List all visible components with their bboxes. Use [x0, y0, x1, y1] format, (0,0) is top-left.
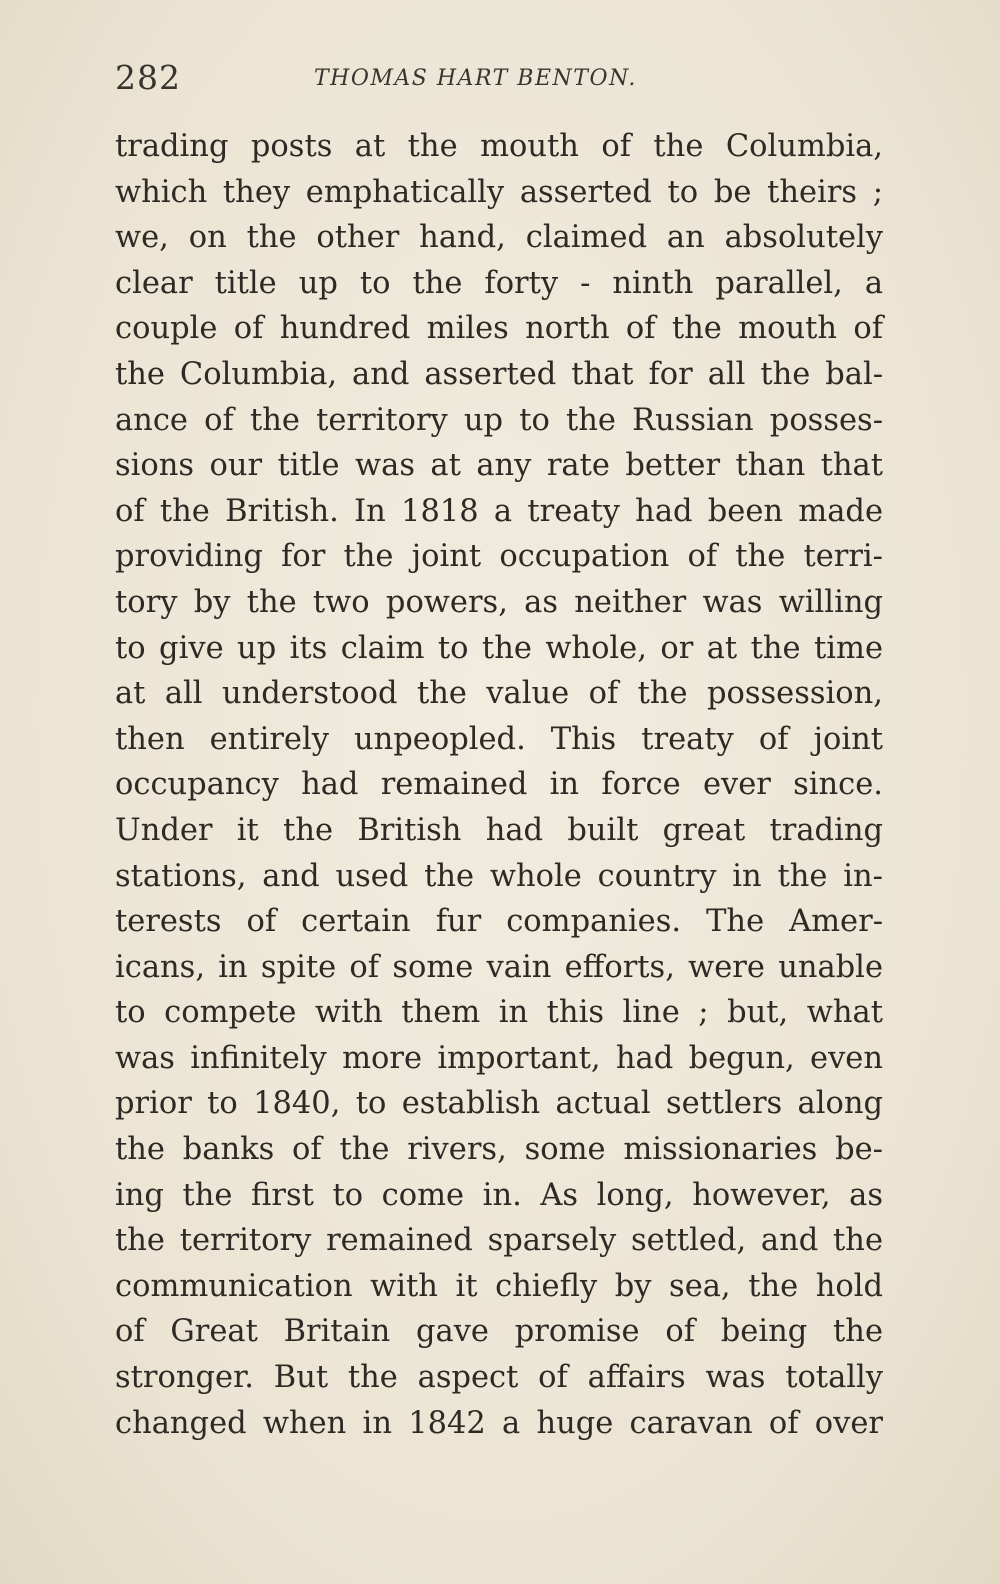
- text-line: communication with it chiefly by sea, the hold: [115, 1268, 883, 1304]
- text-line: of the British. In 1818 a treaty had been made: [115, 493, 883, 529]
- text-line: providing for the joint occupation of the terri-: [115, 539, 883, 575]
- text-line: terests of certain fur companies. The Amer-: [115, 904, 883, 940]
- text-line: ing the first to come in. As long, however, as: [115, 1177, 883, 1213]
- text-line: of Great Britain gave promise of being the: [115, 1314, 883, 1350]
- body-text: [115, 124, 883, 1446]
- text-line: sions our title was at any rate better than that: [115, 448, 883, 484]
- running-title: THOMAS HART BENTON.: [314, 66, 637, 91]
- text-line: ance of the territory up to the Russian posses-: [115, 402, 883, 438]
- page-header: [115, 58, 885, 106]
- text-line: the Columbia, and asserted that for all the bal-: [115, 356, 883, 392]
- text-line: was infinitely more important, had begun, even: [115, 1040, 883, 1076]
- page-number: 282: [115, 58, 181, 97]
- text-line: couple of hundred miles north of the mouth of: [115, 311, 883, 347]
- text-line: clear title up to the forty - ninth parallel, a: [115, 265, 883, 301]
- text-line: then entirely unpeopled. This treaty of joint: [115, 721, 883, 757]
- text-line: prior to 1840, to establish actual settlers along: [115, 1086, 883, 1122]
- text-line: at all understood the value of the possession,: [115, 676, 883, 712]
- text-line: Under it the British had built great trading: [115, 812, 883, 848]
- text-line: changed when in 1842 a huge caravan of over: [115, 1405, 883, 1441]
- text-line: the territory remained sparsely settled, and the: [115, 1223, 883, 1259]
- text-line: which they emphatically asserted to be theirs ;: [115, 174, 883, 210]
- text-line: tory by the two powers, as neither was willing: [115, 584, 883, 620]
- text-line: to compete with them in this line ; but, what: [115, 995, 883, 1031]
- text-line: the banks of the rivers, some missionaries be-: [115, 1132, 883, 1168]
- text-line: occupancy had remained in force ever since.: [115, 767, 883, 803]
- text-line: we, on the other hand, claimed an absolutely: [115, 220, 883, 256]
- text-line: icans, in spite of some vain efforts, were unable: [115, 949, 883, 985]
- text-line: stronger. But the aspect of affairs was totally: [115, 1360, 883, 1396]
- text-line: to give up its claim to the whole, or at the time: [115, 630, 883, 666]
- text-line: trading posts at the mouth of the Columbia,: [115, 129, 883, 164]
- text-line: stations, and used the whole country in the in-: [115, 858, 883, 894]
